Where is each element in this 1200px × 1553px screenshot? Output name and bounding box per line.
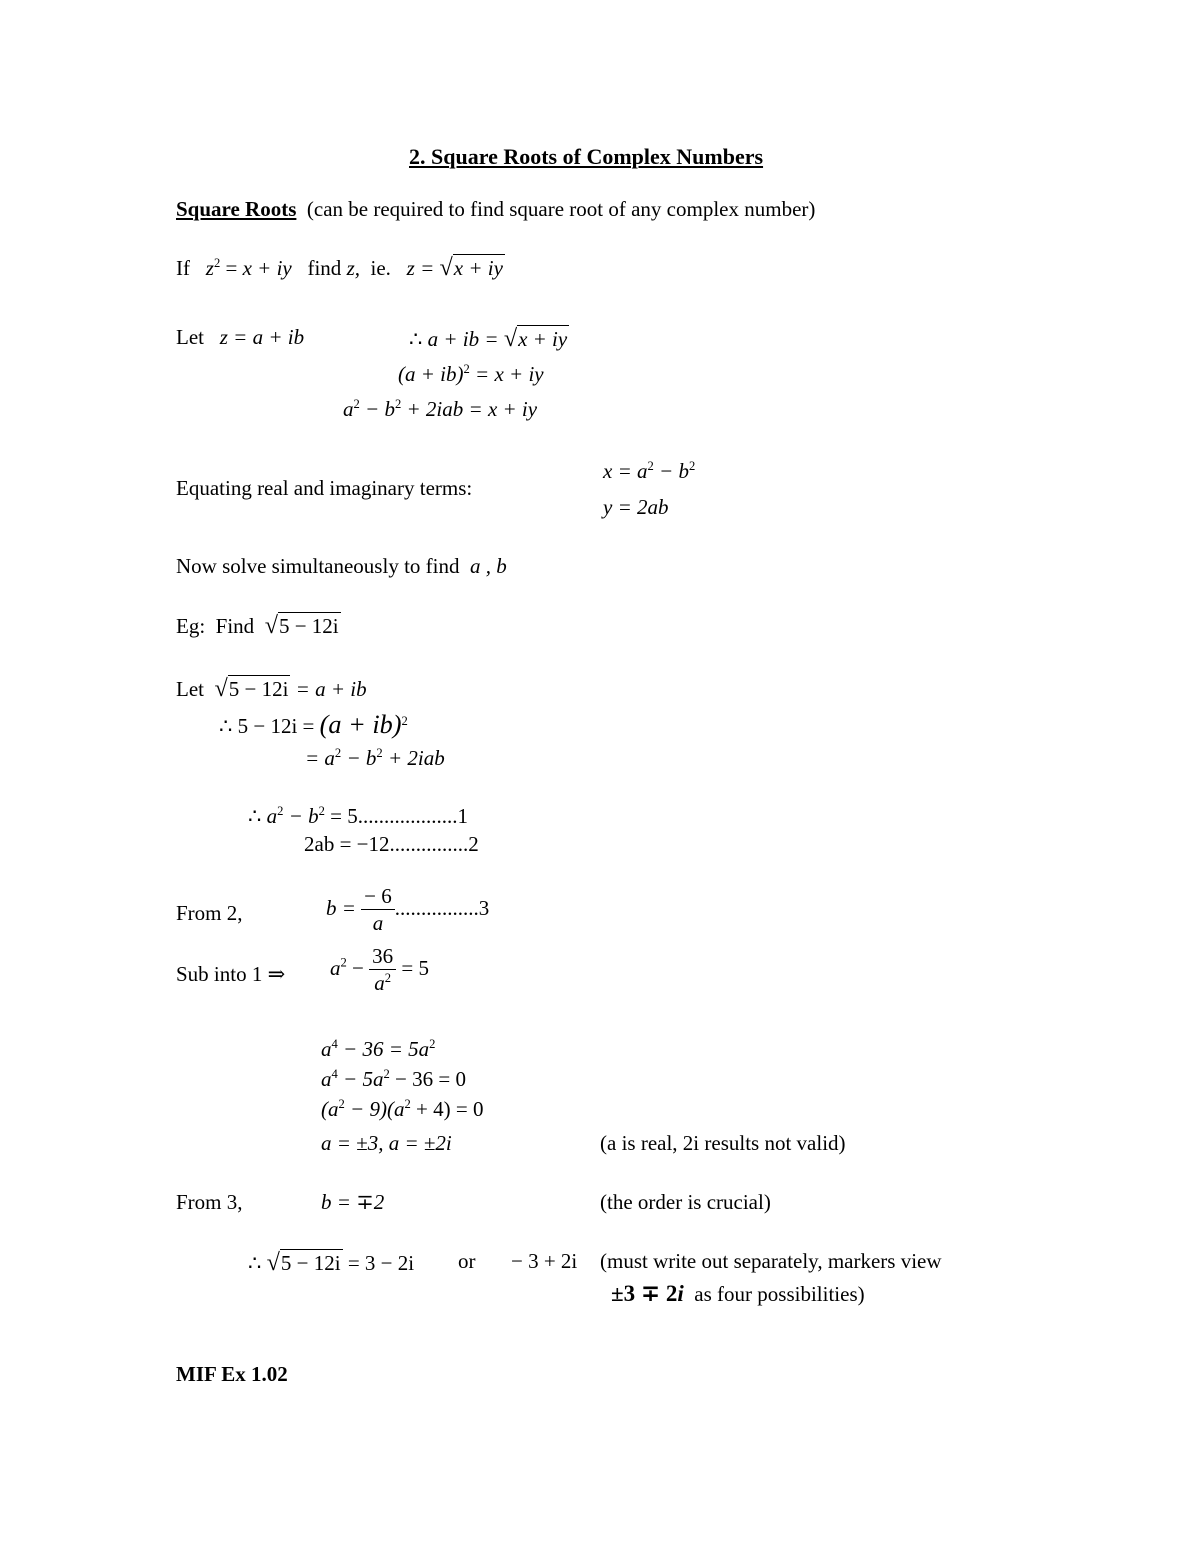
radicand: 5 − 12i xyxy=(228,677,289,701)
numerator: − 6 xyxy=(361,886,395,910)
rhs-expression: = x + iy xyxy=(475,362,544,386)
square-root xyxy=(267,1251,343,1275)
equating-label: Equating real and imaginary terms: xyxy=(176,476,473,500)
lhs-expression: a + ib = xyxy=(427,327,499,351)
rest-expression: + 2iab = x + iy xyxy=(406,397,538,421)
step-eq: = a xyxy=(305,746,335,770)
minus-sign: − xyxy=(352,955,364,980)
find-label: Find xyxy=(215,614,255,638)
denominator xyxy=(369,970,396,994)
from2-label: From 2, xyxy=(176,901,243,925)
section-note: (can be required to find square root of any complex number) xyxy=(306,197,816,221)
equation-tail: ................3 xyxy=(394,895,490,920)
result-or: or xyxy=(458,1249,476,1273)
therefore-icon: ∴ xyxy=(409,327,423,351)
term-b: − b xyxy=(288,804,319,828)
from2-expression xyxy=(326,886,489,934)
work-step-2 xyxy=(305,745,445,770)
implies-icon: ⇒ xyxy=(267,962,286,986)
fraction xyxy=(369,946,396,994)
quartic-rest: − 36 = 0 xyxy=(395,1067,466,1091)
radical-icon: √ xyxy=(439,254,453,281)
sub-rhs: = 5 xyxy=(401,955,429,980)
step-paren: (a + ib) xyxy=(319,710,402,739)
therefore-icon: ∴ xyxy=(248,1251,262,1275)
exponent: 2 xyxy=(401,713,408,728)
exercise-reference: MIF Ex 1.02 xyxy=(176,1362,288,1386)
exponent: 2 xyxy=(338,1096,345,1111)
exponent: 2 xyxy=(376,745,383,760)
imaginary-unit: i xyxy=(677,1281,684,1306)
note-continuation: as four possibilities) xyxy=(694,1282,865,1306)
term-b: − b xyxy=(365,397,395,421)
step-lhs: 5 − 12i = xyxy=(237,714,315,738)
solve-line xyxy=(176,556,507,577)
radicand: x + iy xyxy=(518,327,568,351)
radical-icon: √ xyxy=(214,675,228,702)
if-label: If xyxy=(176,256,190,280)
numerator: 36 xyxy=(369,946,396,970)
radicand: x + iy xyxy=(453,256,503,280)
factor-mid: − 9)(a xyxy=(350,1097,405,1121)
square-root xyxy=(504,327,569,351)
if-line xyxy=(176,256,505,280)
ie-label: ie. xyxy=(370,256,391,280)
let-label: Let xyxy=(176,325,204,349)
let-line xyxy=(176,327,304,348)
result-alt: − 3 + 2i xyxy=(511,1249,578,1273)
sub-text: Sub into 1 xyxy=(176,962,263,986)
let-rhs: = a + ib xyxy=(295,677,367,701)
sub-expression xyxy=(330,946,429,994)
intro-line xyxy=(176,199,815,220)
square-root xyxy=(440,256,505,280)
let-root-line xyxy=(409,327,569,351)
exponent: 2 xyxy=(340,955,347,970)
base-expression: (a + ib) xyxy=(398,362,464,386)
term-a: a xyxy=(321,1037,332,1061)
page-title: 2. Square Roots of Complex Numbers xyxy=(409,144,764,169)
equation-rest: = 5...................1 xyxy=(330,804,468,828)
square-root xyxy=(214,677,290,701)
sub-label xyxy=(176,964,285,985)
exponent: 2 xyxy=(318,803,325,818)
let-expression: z = a + ib xyxy=(219,325,305,349)
find-var: z, xyxy=(346,256,360,280)
radicand: 5 − 12i xyxy=(280,1251,341,1275)
equation-2: 2ab = −12...............2 xyxy=(304,832,479,856)
plus-minus-expression: ±3 ∓ 2 xyxy=(611,1281,678,1306)
radical-icon: √ xyxy=(503,325,518,352)
therefore-icon: ∴ xyxy=(219,714,233,738)
equation-1 xyxy=(248,803,468,828)
radicand: 5 − 12i xyxy=(278,614,339,638)
step-minus: − b xyxy=(346,746,377,770)
from3-expression: b = ∓2 xyxy=(321,1190,385,1214)
term-a: a xyxy=(266,804,278,828)
z-equals: z = xyxy=(406,256,435,280)
let-label: Let xyxy=(176,677,204,701)
from3-note: (the order is crucial) xyxy=(600,1190,771,1214)
exponent: 2 xyxy=(353,396,360,411)
quartic-note: (a is real, 2i results not valid) xyxy=(600,1131,846,1155)
quartic-mid: − 5a xyxy=(343,1067,384,1091)
exponent: 2 xyxy=(384,970,392,985)
from3-label: From 3, xyxy=(176,1190,243,1214)
equating-x xyxy=(603,458,696,483)
quartic-line-3 xyxy=(321,1096,484,1121)
exponent: 2 xyxy=(647,458,654,473)
example-line xyxy=(176,614,341,638)
result-note-2 xyxy=(611,1282,865,1305)
expand-line-1 xyxy=(398,361,544,386)
var-z: z xyxy=(205,256,214,280)
exponent: 2 xyxy=(394,396,402,411)
quartic-line-2 xyxy=(321,1066,466,1091)
radical-icon: √ xyxy=(266,1249,280,1276)
radical-icon: √ xyxy=(264,612,278,639)
exponent: 2 xyxy=(688,458,696,473)
equating-y: y = 2ab xyxy=(603,495,669,519)
result-primary: = 3 − 2i xyxy=(347,1251,415,1275)
exponent: 2 xyxy=(383,1066,390,1081)
rhs-expression: x + iy xyxy=(242,256,292,280)
square-root xyxy=(265,614,341,638)
expand-line-2 xyxy=(343,396,538,421)
section-heading: Square Roots xyxy=(176,197,297,221)
term-a: a xyxy=(330,955,341,980)
solve-text: Now solve simultaneously to find xyxy=(176,554,460,578)
from2-lhs: b = xyxy=(326,895,356,920)
solve-vars: a , b xyxy=(469,554,507,578)
equals-sign: = xyxy=(225,256,243,280)
quartic-solution: a = ±3, a = ±2i xyxy=(321,1131,452,1155)
exponent: 2 xyxy=(404,1096,411,1111)
step-rest: + 2iab xyxy=(387,746,445,770)
factor-open: (a xyxy=(321,1097,339,1121)
exponent: 2 xyxy=(463,361,470,376)
x-lhs: x = a xyxy=(603,459,648,483)
term-a: a xyxy=(321,1067,332,1091)
exponent: 2 xyxy=(277,803,284,818)
therefore-icon: ∴ xyxy=(248,804,262,828)
work-let-line xyxy=(176,677,367,701)
term-a: a xyxy=(343,397,354,421)
exponent: 2 xyxy=(429,1036,436,1051)
fraction xyxy=(361,886,395,934)
x-minus: − b xyxy=(659,459,689,483)
denominator: a xyxy=(372,911,384,935)
result-line xyxy=(248,1251,414,1275)
exponent: 4 xyxy=(331,1066,338,1081)
exponent: 2 xyxy=(213,255,221,270)
quartic-line-1 xyxy=(321,1036,436,1061)
exponent: 4 xyxy=(331,1036,338,1051)
quartic-mid: − 36 = 5a xyxy=(343,1037,430,1061)
denominator-var: a xyxy=(374,971,385,995)
factor-rest: + 4) = 0 xyxy=(416,1097,484,1121)
example-label: Eg: xyxy=(176,614,206,638)
find-label: find xyxy=(307,256,342,280)
exponent: 2 xyxy=(334,745,342,760)
result-note: (must write out separately, markers view xyxy=(600,1249,942,1273)
work-step-1 xyxy=(219,712,408,738)
